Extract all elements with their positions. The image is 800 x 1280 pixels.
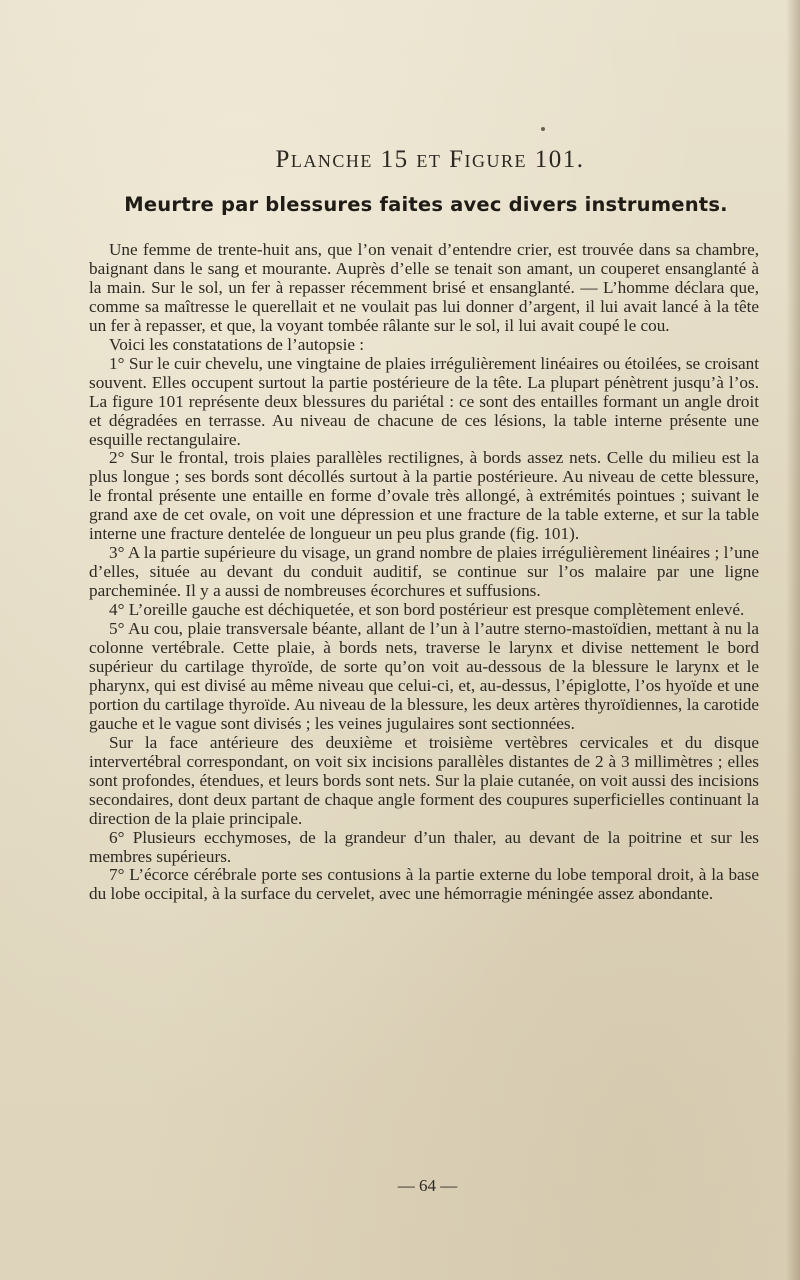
page-number: — 64 — [397, 1176, 458, 1195]
ink-dot [541, 127, 545, 131]
section-heading: Meurtre par blessures faites avec divers instruments. [124, 193, 728, 216]
paragraph-autopsy-intro: Voici les constatations de l’autopsie : [109, 334, 365, 354]
paragraph-item-7: 7° L’écorce cérébrale porte ses contusions à la partie externe du lobe temporal droit, à la base du lobe occipital, à la surface du cervelet, avec une hémorragie méningée assez abondante. [89, 865, 759, 904]
paragraph-item-2: 2° Sur le frontal, trois plaies parallèles rectilignes, à bords assez nets. Celle du milieu est la plus longue ; ses bords sont décollés surtout à la partie postérieure. Au niveau de cette blessure, le frontal présente une entaille en forme d’ovale très allongé, à extrémités pointues ; suivant le grand axe de cet ovale, on voit une dépression et une fracture de la table externe, et sur la table interne une fracture dentelée de longueur un peu plus grande (fig. 101). [89, 448, 759, 544]
paragraph-intro: Une femme de trente-huit ans, que l’on venait d’entendre crier, est trouvée dans sa chambre, baignant dans le sang et mourante. Auprès d’elle se tenait son amant, un couperet ensanglanté à la main. Sur le sol, un fer à repasser récemment brisé et ensanglanté. — L’homme déclara que, comme sa maîtresse le querellait et ne voulait pas lui donner d’argent, il lui avait lancé à la tête un fer à repasser, et que, la voyant tombée râlante sur le sol, il lui avait coupé le cou. [89, 240, 759, 335]
page-edge-shadow [786, 0, 800, 1280]
paragraph-item-3: 3° A la partie supérieure du visage, un grand nombre de plaies irrégulièrement linéaires ; l’une d’elles, située au devant du conduit auditif, se continue sur l’os malaire par une ligne parcheminée. Il y a aussi de nombreuses écorchures et suffusions. [89, 543, 759, 601]
paragraph-item-1: 1° Sur le cuir chevelu, une vingtaine de plaies irrégulièrement linéaires ou étoilées, se croisant souvent. Elles occupent surtout la partie postérieure de la tête. La plupart pénètrent jusqu’à l’os. La figure 101 représente deux blessures du pariétal : ce sont des entailles formant un angle droit et dégradées en terrasse. Au niveau de chacune de ces lésions, la table interne présente une esquille rectangulaire. [89, 353, 759, 449]
body-text [89, 241, 759, 904]
paragraph-item-4: 4° L’oreille gauche est déchiquetée, et son bord postérieur est presque complètement enlevé. [109, 600, 745, 620]
paragraph-item-6: 6° Plusieurs ecchymoses, de la grandeur d’un thaler, au devant de la poitrine et sur les membres supérieurs. [89, 827, 759, 866]
paragraph-item-5: 5° Au cou, plaie transversale béante, allant de l’un à l’autre sterno-mastoïdien, mettant à nu la colonne vertébrale. Cette plaie, à bords nets, traverse le larynx et divise nettement le bord supérieur du cartilage thyroïde, de sorte qu’on voit au-dessous de la blessure le larynx et le pharynx, qui est divisé au même niveau que celui-ci, et, au-dessus, l’épiglotte, l’os hyoïde et une portion du cartilage thyroïde. Au niveau de la blessure, les deux artères thyroïdiennes, la carotide gauche et le vague sont divisés ; les veines jugulaires sont sectionnées. [89, 619, 759, 733]
plate-title: Planche 15 et Figure 101. [275, 146, 585, 173]
paragraph-vertebrae: Sur la face antérieure des deuxième et troisième vertèbres cervicales et du disque intervertébral correspondant, on voit six incisions parallèles distantes de 2 à 3 millimètres ; elles sont profondes, étendues, et leurs bords sont nets. Sur la plaie cutanée, on voit aussi des incisions secondaires, dont deux partant de chaque angle forment des coupures superficielles continuant la direction de la plaie principale. [89, 732, 759, 828]
